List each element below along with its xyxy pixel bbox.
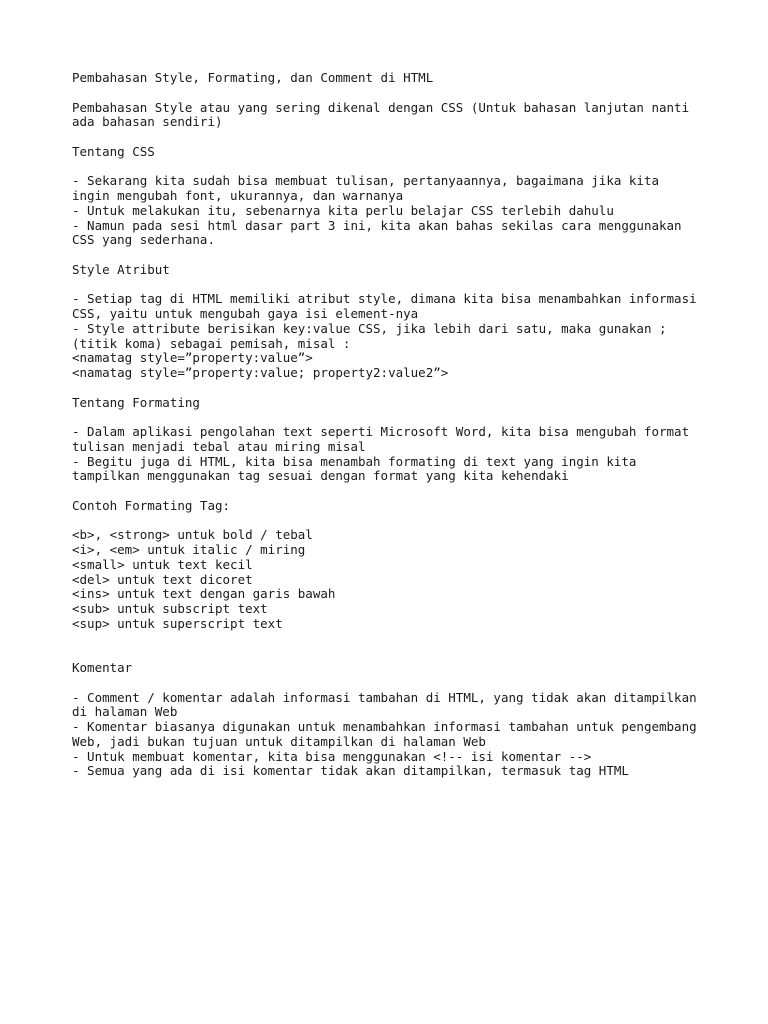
intro-line: ada bahasan sendiri) [72,114,223,130]
code-example-line: <namatag style=”property:value”> [72,350,313,366]
section-heading-komentar: Komentar [72,660,133,675]
tag-list-item: <b>, <strong> untuk bold / tebal [72,527,313,543]
paragraph-line: - Setiap tag di HTML memiliki atribut style, dimana kita bisa menambahkan informasi [72,291,697,307]
paragraph-line: - Comment / komentar adalah informasi tambahan di HTML, yang tidak akan ditampilkan [72,689,697,705]
paragraph-line: - Dalam aplikasi pengolahan text seperti Microsoft Word, kita bisa mengubah format [72,424,690,439]
tag-list-item: <sup> untuk superscript text [72,615,283,631]
intro-line: Pembahasan Style atau yang sering dikenal dengan CSS (Untuk bahasan lanjutan nanti [72,99,690,115]
paragraph-line: (titik koma) sebagai pemisah, misal : [72,335,351,351]
paragraph-line: tulisan menjadi tebal atau miring misal [72,438,366,454]
paragraph-line: - Semua yang ada di isi komentar tidak akan ditampilkan, termasuk tag HTML [72,763,629,779]
section-heading-style-atribut: Style Atribut [72,261,170,277]
tag-list-item: <del> untuk text dicoret [72,571,253,587]
paragraph-line: CSS yang sederhana. [72,232,215,248]
tag-list-item: <i>, <em> untuk italic / miring [72,542,306,557]
tag-list-item: <ins> untuk text dengan garis bawah [72,586,336,602]
paragraph-line: ingin mengubah font, ukurannya, dan warnanya [72,188,404,203]
paragraph-line: - Untuk melakukan itu, sebenarnya kita perlu belajar CSS terlebih dahulu [72,202,614,218]
section-heading-formating: Tentang Formating [72,394,200,410]
tag-list-item: <small> untuk text kecil [72,556,253,572]
section-heading-formating-tags: Contoh Formating Tag: [72,497,231,513]
paragraph-line: - Namun pada sesi html dasar part 3 ini, kita akan bahas sekilas cara menggunakan [72,217,682,233]
document-body [72,71,712,779]
document-title: Pembahasan Style, Formating, dan Comment di HTML [72,70,434,85]
paragraph-line: tampilkan menggunakan tag sesuai dengan format yang kita kehendaki [72,468,569,484]
paragraph-line: - Komentar biasanya digunakan untuk menambahkan informasi tambahan untuk pengembang [72,719,697,734]
tag-list-item: <sub> untuk subscript text [72,601,268,616]
paragraph-line: - Style attribute berisikan key:value CSS, jika lebih dari satu, maka gunakan ; [72,320,667,336]
paragraph-line: - Begitu juga di HTML, kita bisa menambah formating di text yang ingin kita [72,453,637,469]
paragraph-line: Web, jadi bukan tujuan untuk ditampilkan di halaman Web [72,733,486,749]
paragraph-line: di halaman Web [72,704,178,720]
section-heading-css: Tentang CSS [72,143,155,159]
paragraph-line: CSS, yaitu untuk mengubah gaya isi element-nya [72,306,419,321]
code-example-line: <namatag style=”property:value; property2:value2”> [72,365,449,380]
paragraph-line: - Sekarang kita sudah bisa membuat tulisan, pertanyaannya, bagaimana jika kita [72,173,659,189]
paragraph-line: - Untuk membuat komentar, kita bisa menggunakan <!-- isi komentar --> [72,748,592,764]
